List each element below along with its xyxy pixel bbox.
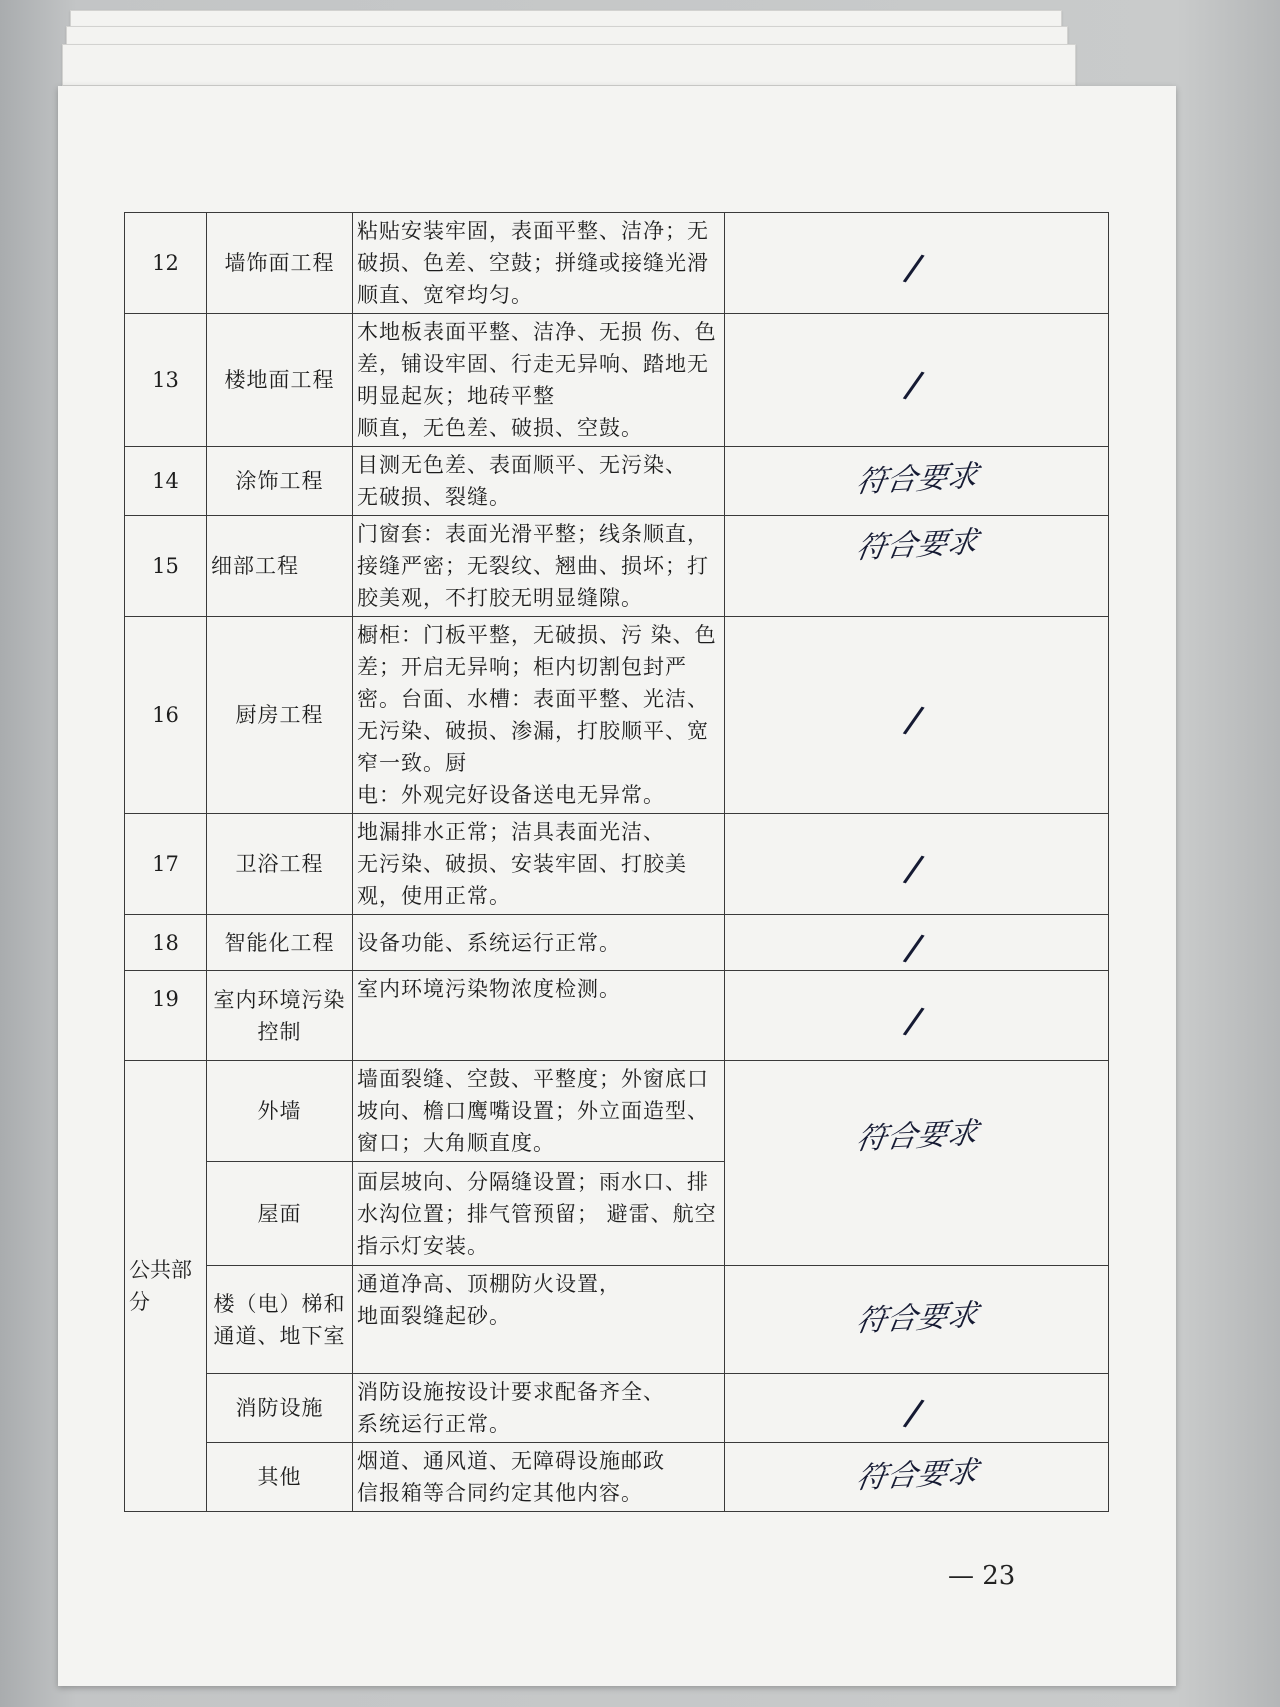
item-name: 涂饰工程 <box>207 447 353 516</box>
requirement-line: 密。台面、水槽：表面平整、光洁、 <box>357 687 709 711</box>
requirement-line: 系统运行正常。 <box>357 1412 511 1436</box>
row-number: 13 <box>125 314 207 447</box>
result-cell <box>725 516 1109 617</box>
handwritten-mark: / <box>901 1389 927 1436</box>
page-number: — 23 <box>948 1561 1016 1591</box>
requirement-line: 墙面裂缝、空鼓、平整度；外窗底口 <box>357 1067 709 1091</box>
requirement-line: 坡向、檐口鹰嘴设置；外立面造型、 <box>357 1099 709 1123</box>
result-cell <box>725 1374 1109 1443</box>
row-number: 19 <box>125 971 207 1061</box>
requirement-line: 明显起灰；地砖平整 <box>357 384 555 408</box>
result-cell <box>725 971 1109 1061</box>
handwritten-mark: / <box>901 997 927 1044</box>
table-row <box>125 1061 1109 1162</box>
table-row <box>125 1443 1109 1512</box>
requirement-line: 差；开启无异响；柜内切割包封严 <box>357 655 687 679</box>
result-cell <box>725 213 1109 314</box>
table-row <box>125 314 1109 447</box>
public-part-label: 公共部分 <box>125 1061 207 1512</box>
item-name: 细部工程 <box>207 516 353 617</box>
item-name: 卫浴工程 <box>207 814 353 915</box>
requirement-line: 信报箱等合同约定其他内容。 <box>357 1481 643 1505</box>
row-number: 16 <box>125 617 207 814</box>
result-cell <box>725 1443 1109 1512</box>
requirement-line: 胶美观，不打胶无明显缝隙。 <box>357 586 643 610</box>
row-number: 17 <box>125 814 207 915</box>
row-number: 14 <box>125 447 207 516</box>
result-cell <box>725 915 1109 971</box>
item-requirement <box>353 1374 725 1443</box>
handwritten-result: 符合要求 <box>853 458 980 501</box>
requirement-line: 接缝严密；无裂纹、翘曲、损坏；打 <box>357 554 709 578</box>
item-requirement <box>353 971 725 1061</box>
requirement-line: 设备功能、系统运行正常。 <box>357 930 621 955</box>
table-row <box>125 1374 1109 1443</box>
requirement-line: 橱柜：门板平整，无破损、污 染、色 <box>357 623 717 647</box>
row-number: 12 <box>125 213 207 314</box>
requirement-line: 目测无色差、表面顺平、无污染、 <box>357 453 687 477</box>
item-requirement <box>353 1443 725 1512</box>
requirement-line: 观，使用正常。 <box>357 884 511 908</box>
requirement-line: 木地板表面平整、洁净、无损 伤、色 <box>357 320 717 344</box>
requirement-line: 室内环境污染物浓度检测。 <box>357 977 621 1001</box>
handwritten-result: 符合要求 <box>853 524 980 567</box>
paper-stack-sheet <box>62 44 1076 86</box>
table-row <box>125 516 1109 617</box>
requirement-line: 无污染、破损、渗漏，打胶顺平、宽 <box>357 719 709 743</box>
result-cell <box>725 617 1109 814</box>
item-name: 室内环境污染控制 <box>207 971 353 1061</box>
item-requirement <box>353 314 725 447</box>
item-requirement <box>353 617 725 814</box>
handwritten-mark: / <box>901 696 927 743</box>
item-requirement <box>353 814 725 915</box>
item-requirement <box>353 516 725 617</box>
requirement-line: 粘贴安装牢固，表面平整、洁净；无 <box>357 219 709 243</box>
requirement-line: 地漏排水正常；洁具表面光洁、 <box>357 820 665 844</box>
result-cell <box>725 314 1109 447</box>
row-number: 18 <box>125 915 207 971</box>
requirement-line: 顺直，无色差、破损、空鼓。 <box>357 416 643 440</box>
requirement-line: 通道净高、顶棚防火设置， <box>357 1272 621 1296</box>
requirement-line: 门窗套：表面光滑平整；线条顺直， <box>357 522 709 546</box>
handwritten-mark: / <box>901 361 927 408</box>
item-name: 消防设施 <box>207 1374 353 1443</box>
row-number: 15 <box>125 516 207 617</box>
requirement-line: 水沟位置；排气管预留； 避雷、航空 <box>357 1201 717 1226</box>
item-requirement <box>353 1266 725 1374</box>
table-row <box>125 814 1109 915</box>
handwritten-result: 符合要求 <box>853 1115 980 1158</box>
requirement-line: 窄一致。厨 <box>357 751 467 775</box>
item-requirement <box>353 915 725 971</box>
item-name: 楼（电）梯和通道、地下室 <box>207 1266 353 1374</box>
item-name: 屋面 <box>207 1162 353 1266</box>
requirement-line: 无破损、裂缝。 <box>357 485 511 509</box>
table-row <box>125 447 1109 516</box>
item-requirement <box>353 213 725 314</box>
handwritten-mark: / <box>901 924 927 971</box>
item-requirement <box>353 1061 725 1162</box>
requirement-line: 无污染、破损、安装牢固、打胶美 <box>357 852 687 876</box>
handwritten-result: 符合要求 <box>853 1454 980 1497</box>
result-cell <box>725 1061 1109 1266</box>
requirement-line: 差，铺设牢固、行走无异响、踏地无 <box>357 352 709 376</box>
item-name: 厨房工程 <box>207 617 353 814</box>
requirement-line: 顺直、宽窄均匀。 <box>357 283 533 307</box>
item-name: 外墙 <box>207 1061 353 1162</box>
requirement-line: 烟道、通风道、无障碍设施邮政 <box>357 1449 665 1473</box>
table-row <box>125 971 1109 1061</box>
requirement-line: 消防设施按设计要求配备齐全、 <box>357 1380 665 1404</box>
requirement-line: 电：外观完好设备送电无异常。 <box>357 783 665 807</box>
item-requirement <box>353 1162 725 1266</box>
result-cell <box>725 814 1109 915</box>
requirement-line: 地面裂缝起砂。 <box>357 1304 511 1328</box>
handwritten-mark: / <box>901 845 927 892</box>
requirement-line: 窗口；大角顺直度。 <box>357 1131 555 1155</box>
item-name: 墙饰面工程 <box>207 213 353 314</box>
result-cell <box>725 1266 1109 1374</box>
table-row <box>125 617 1109 814</box>
handwritten-mark: / <box>901 244 927 291</box>
item-name: 楼地面工程 <box>207 314 353 447</box>
requirement-line: 破损、色差、空鼓；拼缝或接缝光滑 <box>357 251 709 275</box>
item-name: 智能化工程 <box>207 915 353 971</box>
handwritten-result: 符合要求 <box>853 1297 980 1339</box>
table-row <box>125 915 1109 971</box>
item-requirement <box>353 447 725 516</box>
document-page <box>58 86 1176 1686</box>
table-row <box>125 213 1109 314</box>
requirement-line: 指示灯安装。 <box>357 1233 489 1258</box>
requirement-line: 面层坡向、分隔缝设置；雨水口、排 <box>357 1169 709 1194</box>
inspection-table <box>124 212 1109 1512</box>
item-name: 其他 <box>207 1443 353 1512</box>
result-cell <box>725 447 1109 516</box>
table-row <box>125 1266 1109 1374</box>
